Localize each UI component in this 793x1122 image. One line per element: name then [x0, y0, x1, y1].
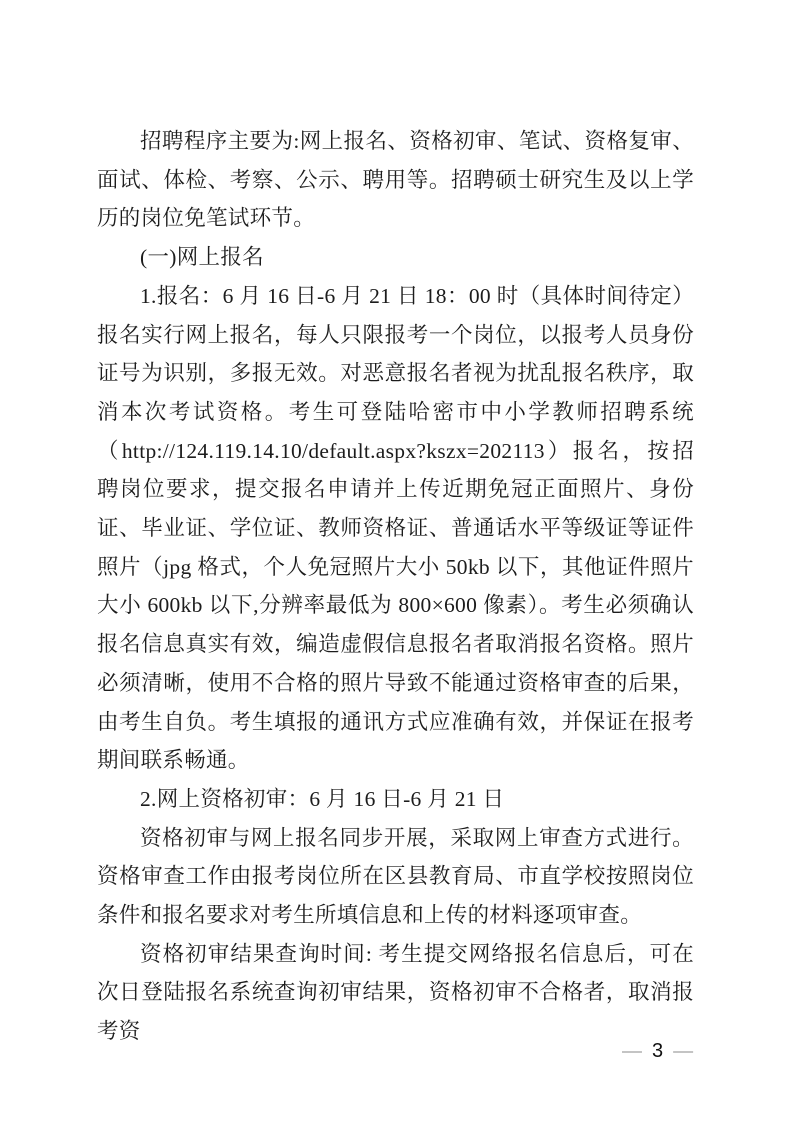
- footer-dash-left: —: [622, 1042, 642, 1060]
- paragraph: 2.网上资格初审：6 月 16 日-6 月 21 日: [140, 786, 505, 811]
- section-heading: (一)网上报名: [140, 245, 264, 270]
- paragraph: 资格初审结果查询时间: 考生提交网络报名信息后，可在次日登陆报名系统查询初审结果，资格初审不合格者，取消报考资: [97, 941, 694, 1044]
- document-body: [97, 122, 694, 1051]
- paragraph: 资格初审与网上报名同步开展，采取网上审查方式进行。资格审查工作由报考岗位所在区县教育局、市直学校按照岗位条件和报名要求对考生所填信息和上传的材料逐项审查。: [97, 825, 694, 928]
- paragraph: 1.报名：6 月 16 日-6 月 21 日 18：00 时（具体时间待定）报名实行网上报名，每人只限报考一个岗位，以报考人员身份证号为识别，多报无效。对恶意报名者视为扰乱报名秩序，取消本次考试资格。考生可登陆哈密市中小学教师招聘系统（http://124.119.14.10/default.aspx?kszx=202113）报名，按招聘岗位要求，提交报名申请并上传近期免冠正面照片、身份证、毕业证、学位证、教师资格证、普通话水平等级证等证件照片（jpg 格式，个人免冠照片大小 50kb 以下，其他证件照片大小 600kb 以下,分辨率最低为 800×600 像素）。考生必须确认报名信息真实有效，编造虚假信息报名者取消报名资格。照片必须清晰，使用不合格的照片导致不能通过资格审查的后果，由考生自负。考生填报的通讯方式应准确有效，并保证在报考期间联系畅通。: [97, 283, 694, 773]
- page-number: 3: [652, 1040, 664, 1062]
- footer-dash-right: —: [673, 1042, 694, 1060]
- paragraph: 招聘程序主要为:网上报名、资格初审、笔试、资格复审、面试、体检、考察、公示、聘用等。招聘硕士研究生及以上学历的岗位免笔试环节。: [97, 129, 694, 231]
- page-footer: [622, 1040, 693, 1063]
